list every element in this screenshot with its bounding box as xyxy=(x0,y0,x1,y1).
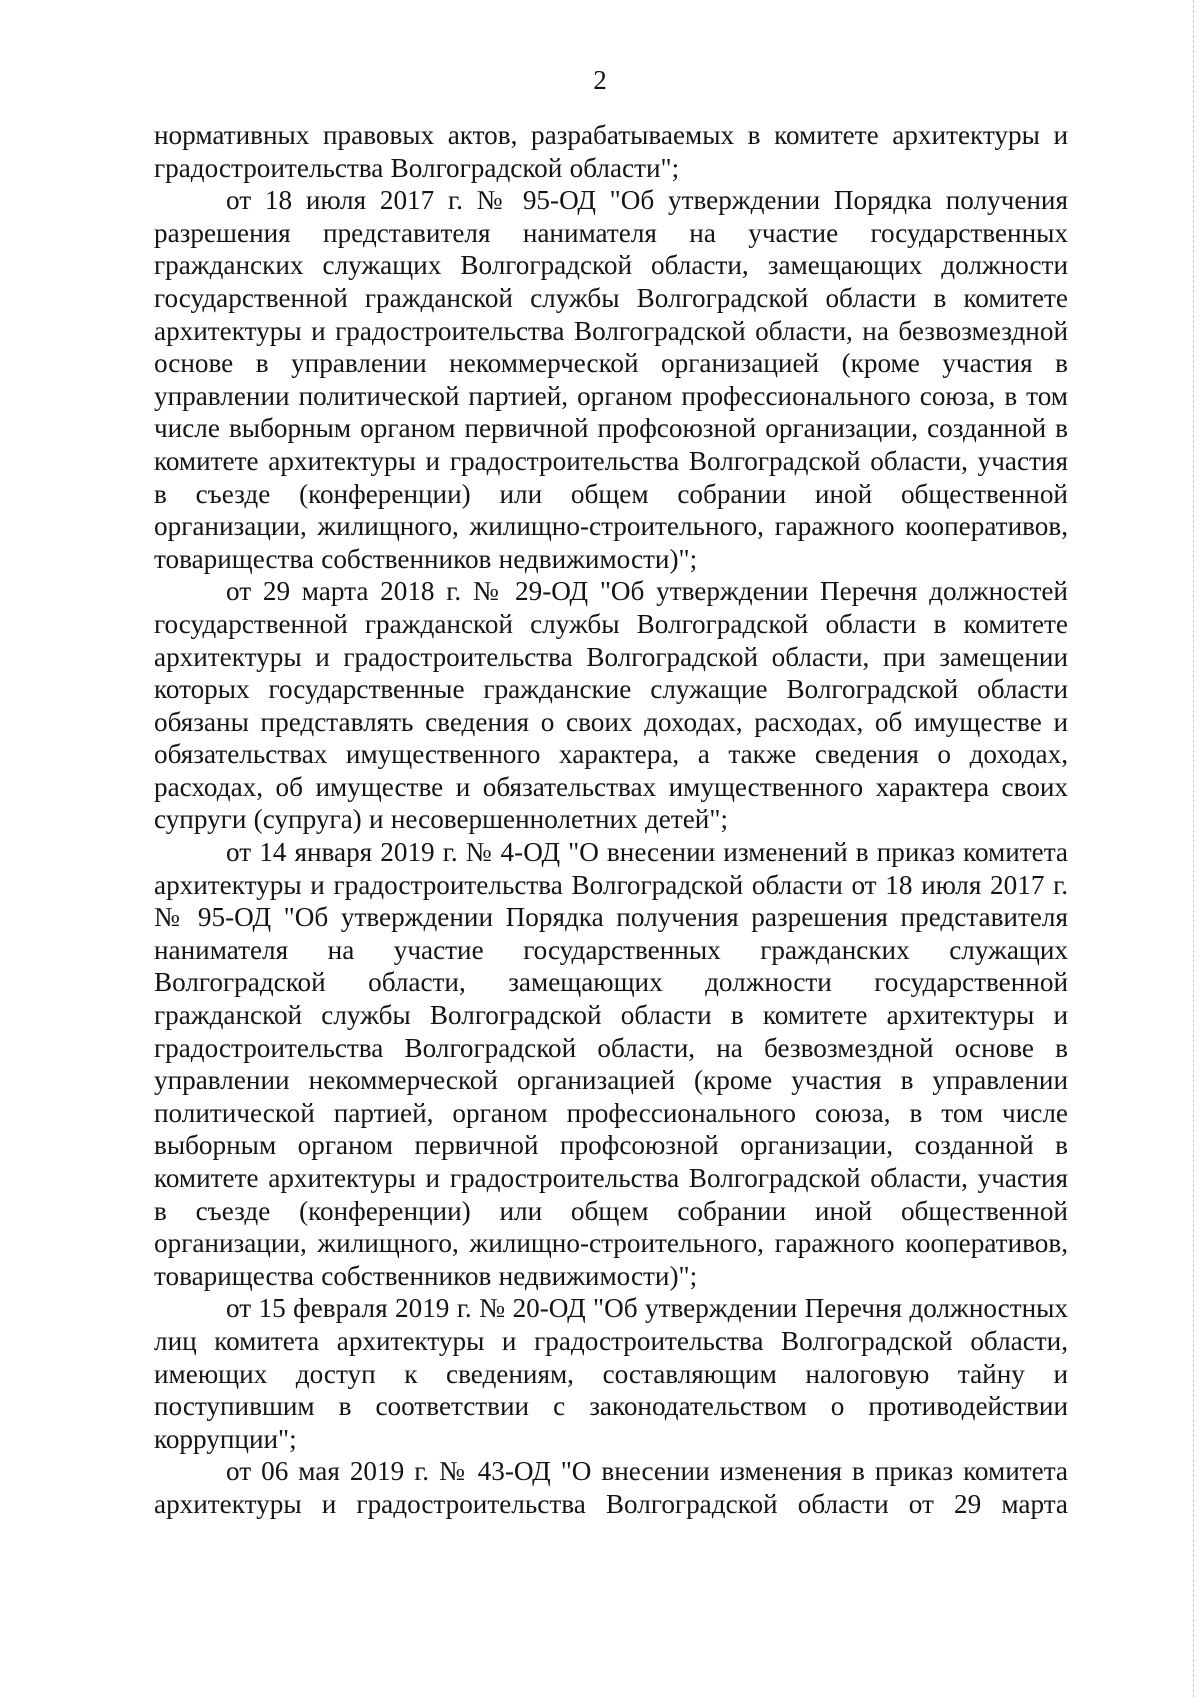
paragraph-order-43-od: от 06 мая 2019 г. № 43-ОД "О внесении изменения в приказ комитета архитектуры и градостроительства Волгоградской области от 29 марта xyxy=(154,1456,1068,1519)
paragraph-order-95-od: от 18 июля 2017 г. № 95-ОД "Об утверждении Порядка получения разрешения представителя нанимателя на участие государственных гражданских служащих Волгоградской области, замещающих должности государственной гражданской службы Волгоградской области в комитете архитектуры и градостроительства Волгоградской области, на безвозмездной основе в управлении некоммерческой организацией (кроме участия в управлении политической партией, органом профессионального союза, в том числе выборным органом первичной профсоюзной организации, созданной в комитете архитектуры и градостроительства Волгоградской области, участия в съезде (конференции) или общем собрании иной общественной организации, жилищного, жилищно-строительного, гаражного кооперативов, товарищества собственников недвижимости)"; xyxy=(154,185,1068,574)
scan-edge-line xyxy=(1193,0,1194,1697)
paragraph-order-29-od: от 29 марта 2018 г. № 29-ОД "Об утверждении Перечня должностей государственной гражданской службы Волгоградской области в комитете архитектуры и градостроительства Волгоградской области, при замещении которых государственные гражданские служащие Волгоградской области обязаны представлять сведения о своих доходах, расходах, об имуществе и обязательствах имущественного характера, а также сведения о доходах, расходах, об имуществе и обязательствах имущественного характера своих супруги (супруга) и несовершеннолетних детей"; xyxy=(154,576,1068,835)
paragraph-order-4-od: от 14 января 2019 г. № 4-ОД "О внесении изменений в приказ комитета архитектуры и градостроительства Волгоградской области от 18 июля 2017 г. № 95-ОД "Об утверждении Порядка получения разрешения представителя нанимателя на участие государственных гражданских служащих Волгоградской области, замещающих должности государственной гражданской службы Волгоградской области в комитете архитектуры и градостроительства Волгоградской области, на безвозмездной основе в управлении некоммерческой организацией (кроме участия в управлении политической партией, органом профессионального союза, в том числе выборным органом первичной профсоюзной организации, созданной в комитете архитектуры и градостроительства Волгоградской области, участия в съезде (конференции) или общем собрании иной общественной организации, жилищного, жилищно-строительного, гаражного кооперативов, товарищества собственников недвижимости)"; xyxy=(154,837,1068,1291)
paragraph-order-20-od: от 15 февраля 2019 г. № 20-ОД "Об утверждении Перечня должностных лиц комитета архитектуры и градостроительства Волгоградской области, имеющих доступ к сведениям, составляющим налоговую тайну и поступившим в соответствии с законодательством о противодействии коррупции"; xyxy=(154,1293,1068,1454)
paragraph-continued: нормативных правовых актов, разрабатываемых в комитете архитектуры и градостроительства Волгоградской области"; xyxy=(154,120,1068,183)
document-body xyxy=(154,119,1068,1521)
page-number: 2 xyxy=(593,65,607,95)
